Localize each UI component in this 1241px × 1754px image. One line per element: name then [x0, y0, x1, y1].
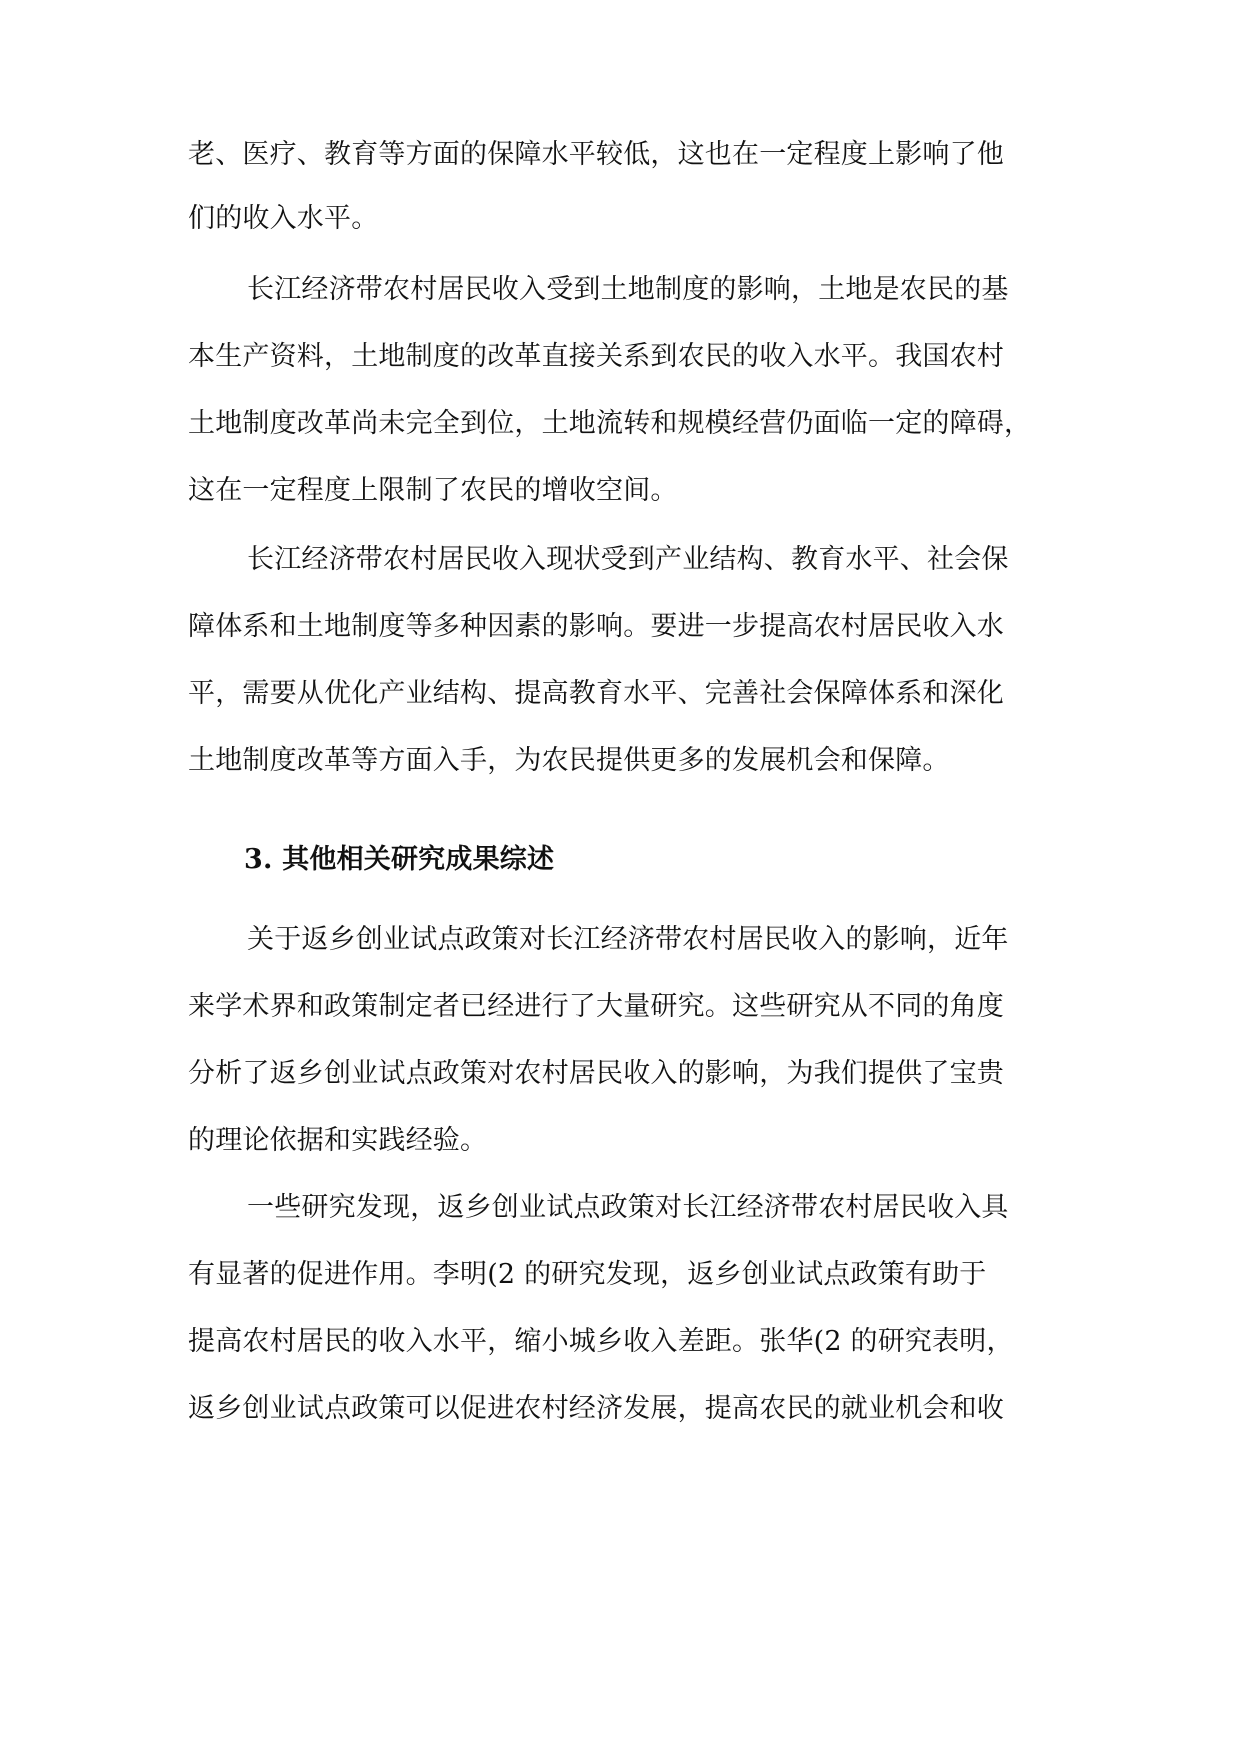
text-line: 提高农村居民的收入水平，缩小城乡收入差距。张华(2 的研究表明， — [188, 1326, 1014, 1357]
text-line: 平，需要从优化产业结构、提高教育水平、完善社会保障体系和深化 — [188, 678, 1004, 709]
text-line: 分析了返乡创业试点政策对农村居民收入的影响，为我们提供了宝贵 — [188, 1058, 1004, 1089]
text-line: 障体系和土地制度等多种因素的影响。要进一步提高农村居民收入水 — [188, 611, 1004, 642]
text-line: 老、医疗、教育等方面的保障水平较低，这也在一定程度上影响了他 — [188, 139, 1004, 170]
text-line: 的理论依据和实践经验。 — [188, 1125, 488, 1156]
paragraph-first-line: 长江经济带农村居民收入现状受到产业结构、教育水平、社会保 — [247, 544, 1009, 575]
paragraph-first-line: 一些研究发现，返乡创业试点政策对长江经济带农村居民收入具 — [247, 1192, 1009, 1223]
text-line: 本生产资料，土地制度的改革直接关系到农民的收入水平。我国农村 — [188, 341, 1004, 372]
text-line: 土地制度改革尚未完全到位，土地流转和规模经营仍面临一定的障碍， — [188, 408, 1032, 439]
text-line: 返乡创业试点政策可以促进农村经济发展，提高农民的就业机会和收 — [188, 1393, 1004, 1424]
paragraph-first-line: 长江经济带农村居民收入受到土地制度的影响，土地是农民的基 — [247, 274, 1009, 305]
paragraph-first-line: 关于返乡创业试点政策对长江经济带农村居民收入的影响，近年 — [247, 924, 1009, 955]
section-heading: 3. 其他相关研究成果综述 — [244, 844, 555, 875]
text-line: 来学术界和政策制定者已经进行了大量研究。这些研究从不同的角度 — [188, 991, 1004, 1022]
text-line: 有显著的促进作用。李明(2 的研究发现，返乡创业试点政策有助于 — [188, 1259, 987, 1290]
text-line: 这在一定程度上限制了农民的增收空间。 — [188, 475, 678, 506]
text-line: 土地制度改革等方面入手，为农民提供更多的发展机会和保障。 — [188, 745, 950, 776]
text-line: 们的收入水平。 — [188, 203, 379, 234]
